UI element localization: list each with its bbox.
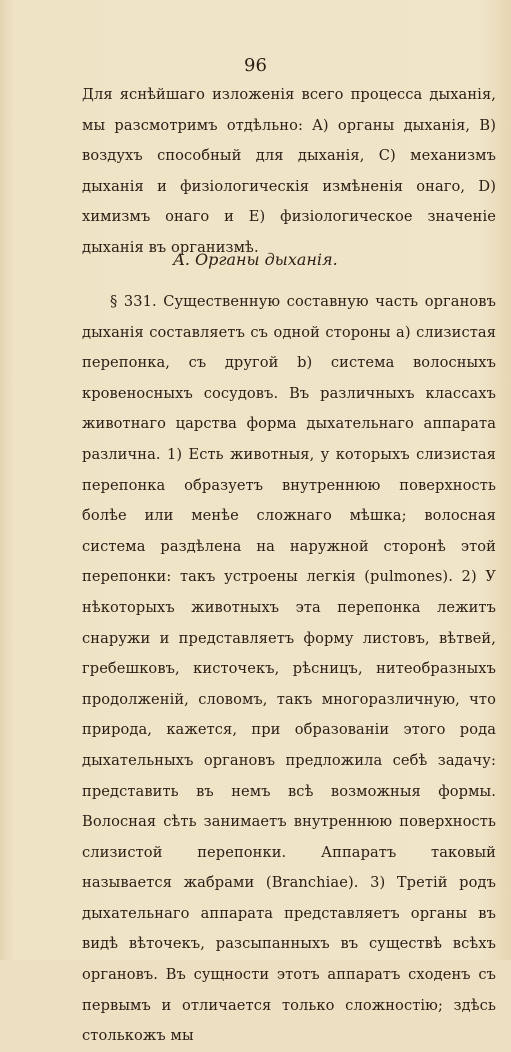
page-number: 96 [244, 55, 267, 76]
section-paragraph: § 331. Существенную составную часть органовъ дыханія составляетъ съ одной стороны a) слизистая перепонка, съ другой b) система волосныхъ кровеносныхъ сосудовъ. Въ различныхъ классахъ животнаго царства форма дыхательнаго аппарата различна. 1) Есть животныя, у которыхъ слизистая перепонка образуетъ внутреннюю поверхность болѣе или менѣе сложнаго мѣшка; волосная система раздѣлена на наружной сторонѣ этой перепонки: такъ устроены легкія (pulmones). 2) У нѣкоторыхъ животныхъ эта перепонка лежитъ снаружи и представляетъ форму листовъ, вѣтвей, гребешковъ, кисточекъ, рѣсницъ, нитеобразныхъ продолженій, словомъ, такъ многоразличную, что природа, кажется, при образованіи этого рода дыхательныхъ органовъ предложила себѣ задачу: представить въ немъ всѣ возможныя формы. Волосная сѣть занимаетъ внутреннюю поверхность слизистой перепонки. Аппаратъ таковый называется жабрами (Branchiae). 3) Третій родъ дыхательнаго аппарата представляетъ органы въ видѣ вѣточекъ, разсыпанныхъ въ существѣ всѣхъ органовъ. Въ сущности этотъ аппаратъ сходенъ съ первымъ и отличается только сложностію; здѣсь столькожъ мы [82, 293, 496, 1045]
section-heading: A. Органы дыханія. [173, 250, 338, 269]
intro-paragraph: Для яснѣйшаго изложенія всего процесса дыханія, мы разсмотримъ отдѣльно: A) органы дыханія, B) воздухъ способный для дыханія, C) механизмъ дыханія и физіологическія измѣненія онаго, D) химизмъ онаго и E) физіологическое значеніе дыханія въ организмѣ. [82, 86, 496, 256]
